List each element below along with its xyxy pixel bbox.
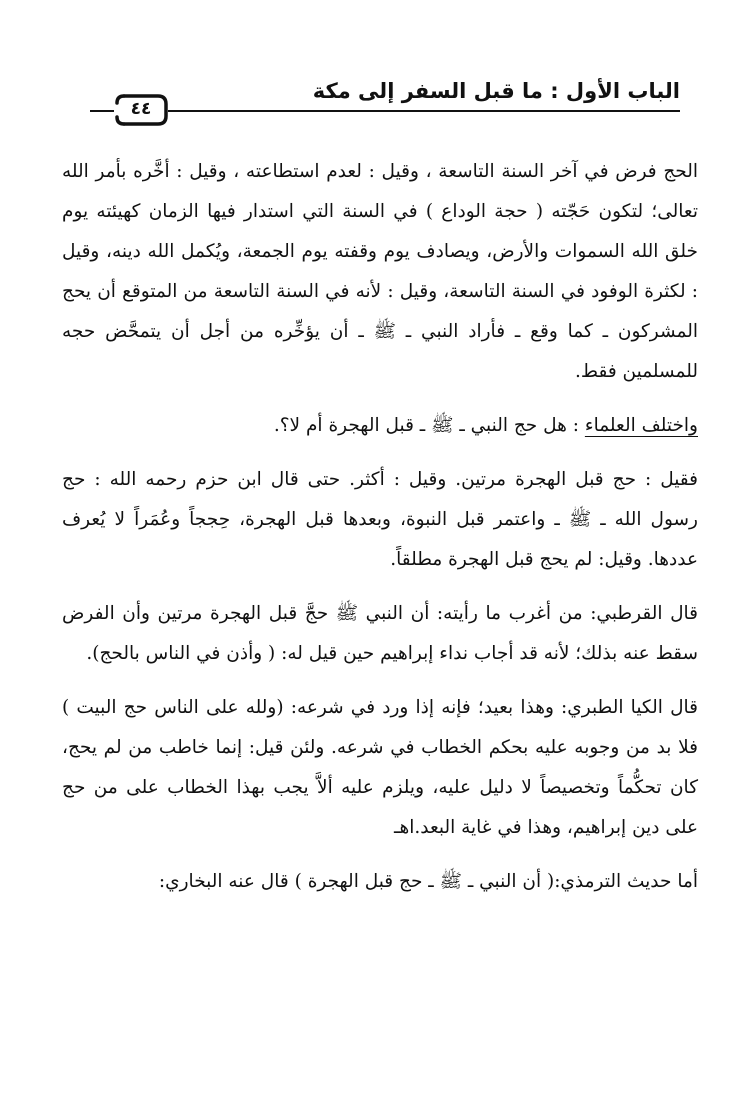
paragraph: فقيل : حج قبل الهجرة مرتين. وقيل : أكثر. حتى قال ابن حزم رحمه الله : حج رسول الله ـ ﷺ ـ واعتمر قبل النبوة، وبعدها قبل الهجرة، حِججاً وعُمَراً لا يُعرف عددها. وقيل: لم يحج قبل الهجرة مطلقاً. bbox=[62, 469, 698, 570]
page-number: ٤٤ bbox=[130, 99, 152, 119]
paragraph-rest: : هل حج النبي ـ ﷺ ـ قبل الهجرة أم لا؟. bbox=[273, 415, 585, 436]
paragraph bbox=[62, 406, 698, 446]
page-number-badge bbox=[114, 94, 168, 126]
running-header bbox=[90, 78, 680, 118]
underlined-lead: واختلف العلماء bbox=[584, 415, 698, 436]
header-rule bbox=[90, 110, 680, 112]
paragraph: قال الكيا الطبري: وهذا بعيد؛ فإنه إذا ورد في شرعه: (ولله على الناس حج البيت ) فلا بد من وجوبه عليه بحكم الخطاب في شرعه. ولئن قيل: إنما خاطب من لم يحج، كان تحكُّماً وتخصيصاً لا دليل عليه، ويلزم عليه ألاَّ يجب بهذا الخطاب على من حج على دين إبراهيم، وهذا في غاية البعد.اهـ bbox=[62, 697, 698, 838]
paragraph: أما حديث الترمذي:( أن النبي ـ ﷺ ـ حج قبل الهجرة ) قال عنه البخاري: bbox=[158, 871, 698, 892]
body-text bbox=[62, 152, 698, 902]
chapter-title: الباب الأول : ما قبل السفر إلى مكة bbox=[312, 79, 680, 103]
paragraph: الحج فرض في آخر السنة التاسعة ، وقيل : لعدم استطاعته ، وقيل : أخَّره بأمر الله تعالى؛ لتكون حَجّته ( حجة الوداع ) في السنة التي استدار فيها الزمان كهيئته يوم خلق الله السموات والأرض، ويصادف يوم وقفته يوم الجمعة، ويُكمل الله دينه، وقيل : لكثرة الوفود في السنة التاسعة، وقيل : لأنه في السنة التاسعة من المتوقع أن يحج المشركون ـ كما وقع ـ فأراد النبي ـ ﷺ ـ أن يؤخِّره من أجل أن يتمحَّض حجه للمسلمين فقط. bbox=[62, 161, 698, 382]
paragraph: قال القرطبي: من أغرب ما رأيته: أن النبي ﷺ حجَّ قبل الهجرة مرتين وأن الفرض سقط عنه بذلك؛ لأنه قد أجاب نداء إبراهيم حين قيل له: ( وأذن في الناس بالحج). bbox=[62, 603, 698, 664]
